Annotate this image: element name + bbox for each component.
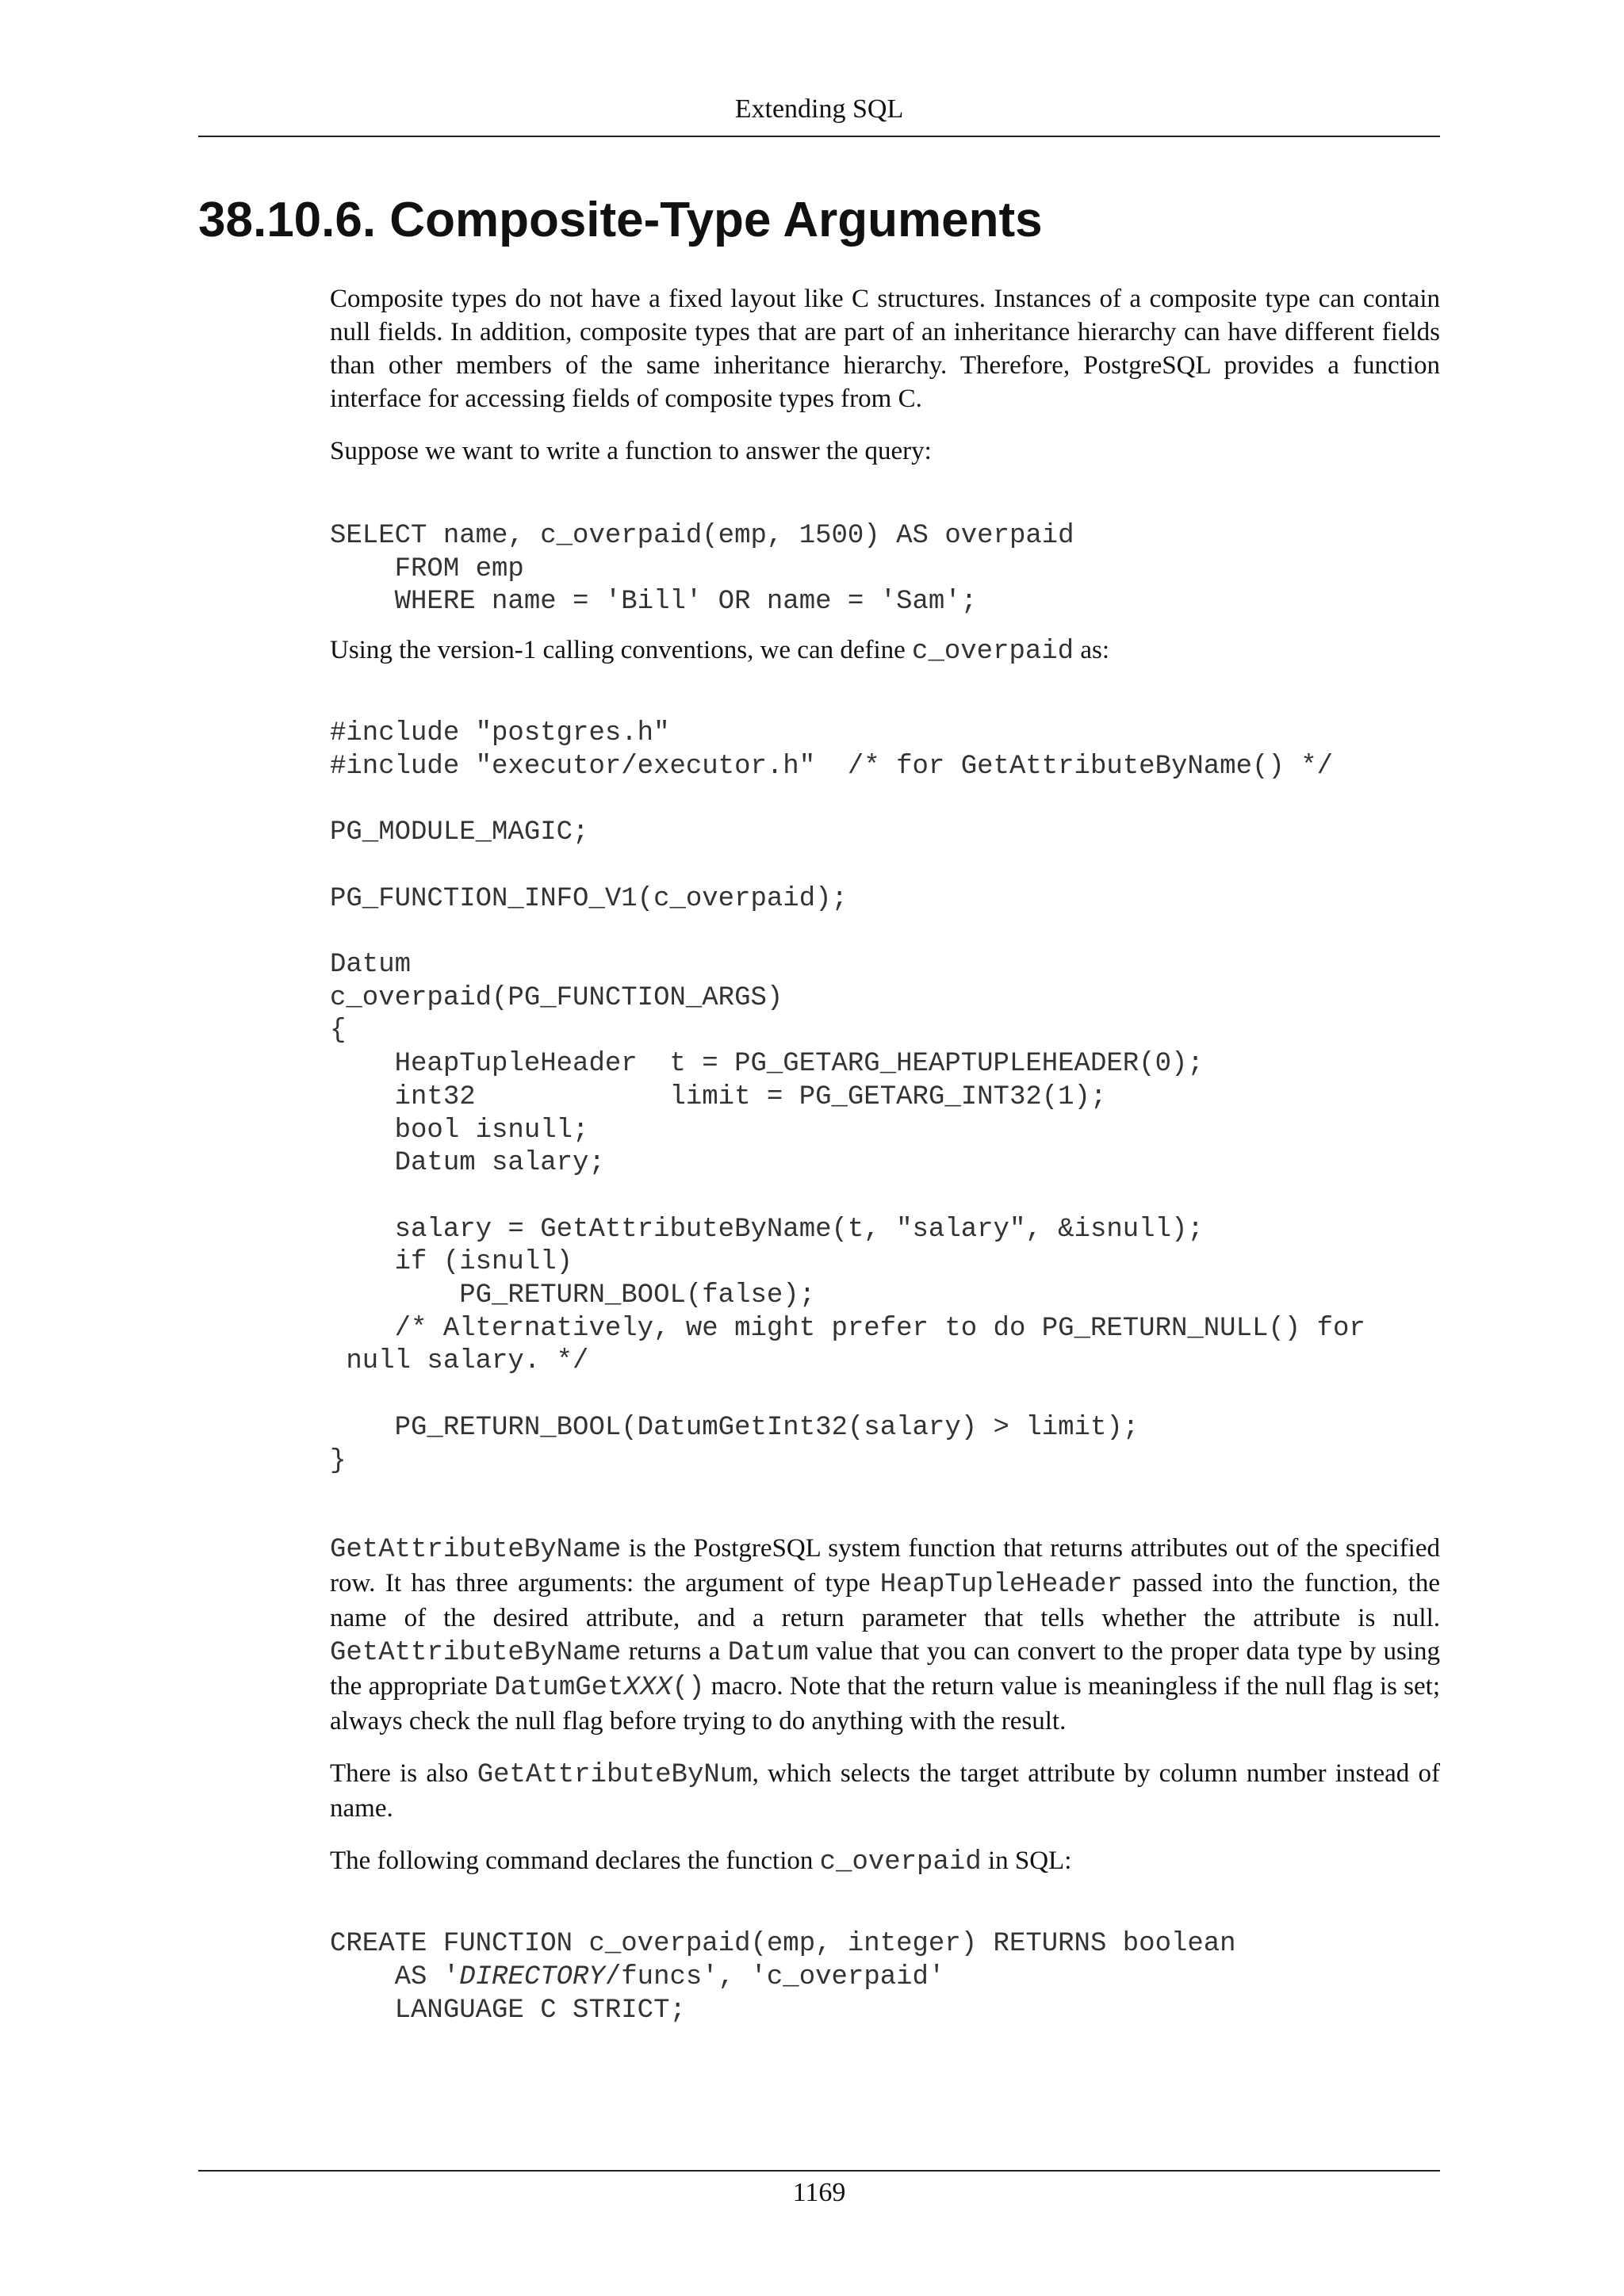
create-function-example (330, 1928, 1440, 2027)
running-header: Extending SQL (734, 94, 904, 124)
code-line-prefix: AS ' (330, 1961, 460, 1992)
code-line: CREATE FUNCTION c_overpaid(emp, integer) RETURNS boolean (330, 1929, 1236, 1960)
text-run: in SQL: (981, 1846, 1072, 1876)
directory-placeholder: DIRECTORY (459, 1961, 605, 1992)
text-run: , which selects the target attribute by column number instead of name. (330, 1759, 1440, 1823)
function-name-code: GetAttributeByName (330, 1638, 622, 1669)
macro-suffix: () (672, 1673, 705, 1704)
type-name-code: Datum (727, 1638, 809, 1669)
macro-replaceable: XXX (623, 1673, 672, 1704)
page-number: 1169 (792, 2178, 846, 2207)
type-name-code: HeapTupleHeader (879, 1570, 1123, 1601)
text-run: macro. Note that the return value is meaningless if the null flag is set; always check the null flag before trying to do anything with the result. (330, 1672, 1440, 1736)
intro-paragraph: Composite types do not have a fixed layout like C structures. Instances of a composite type can contain null fields. In addition, composite types that are part of an inheritance hierarchy can have different fields than other members of the same inheritance hierarchy. Therefore, PostgreSQL provides a function interface for accessing fields of composite types from C. (330, 285, 1440, 413)
text-run: passed into the function, the name of the desired attribute, and a return parameter that tells whether the attribute is null. (330, 1569, 1440, 1633)
function-name-code: GetAttributeByName (330, 1535, 622, 1566)
calling-conventions-paragraph (330, 633, 1440, 668)
macro-name-code (494, 1673, 704, 1703)
text-run: Using the version-1 calling conventions, we can define (330, 636, 913, 665)
query-intro-paragraph: Suppose we want to write a function to answer the query: (330, 437, 932, 465)
code-line: LANGUAGE C STRICT; (330, 1995, 686, 2026)
section-body (330, 282, 1440, 2027)
macro-prefix: DatumGet (494, 1673, 624, 1704)
getattributebynum-paragraph (330, 1757, 1440, 1825)
function-name-code: c_overpaid (819, 1847, 982, 1878)
text-run: The following command declares the function (330, 1846, 820, 1876)
text-run: is the PostgreSQL system function that returns attributes out of the specified row. It has three arguments: the argument of type (330, 1534, 1440, 1598)
text-run: returns a (621, 1637, 728, 1667)
code-line-suffix: /funcs', 'c_overpaid' (604, 1961, 945, 1992)
footer-rule (198, 2170, 1440, 2172)
function-name-code: c_overpaid (912, 637, 1074, 668)
header-rule (198, 136, 1440, 137)
sql-declaration-paragraph (330, 1844, 1440, 1879)
section-title: 38.10.6. Composite-Type Arguments (198, 193, 1043, 247)
text-run: There is also (330, 1759, 477, 1789)
sql-query-example: SELECT name, c_overpaid(emp, 1500) AS overpaid FROM emp WHERE name = 'Bill' OR name = 'Sam'; (330, 521, 1074, 618)
text-run: value that you can convert to the proper data type by using the appropriate (330, 1637, 1440, 1701)
text-run: as: (1074, 636, 1110, 665)
getattributebyname-paragraph (330, 1532, 1440, 1738)
c-function-example: #include "postgres.h" #include "executor/executor.h" /* for GetAttributeByName() */ PG_MODULE_MAGIC; PG_FUNCTION_INFO_V1(c_overpaid); Datum c_overpaid(PG_FUNCTION_ARGS) { HeapTupleHeader t = PG_GETARG_HEAPTUPLEHEADER(0); int32 limit = PG_GETARG_INT32(1); bool isnull; Datum salary; salary = GetAttributeByName(t, "salary", &isnull); if (isnull) PG_RETURN_BOOL(false); /* Alternatively, we might prefer to do PG_RETURN_NULL() for null salary. */ PG_RETURN_BOOL(DatumGetInt32(salary) > limit); } (330, 718, 1365, 1476)
function-name-code: GetAttributeByNum (477, 1760, 753, 1791)
